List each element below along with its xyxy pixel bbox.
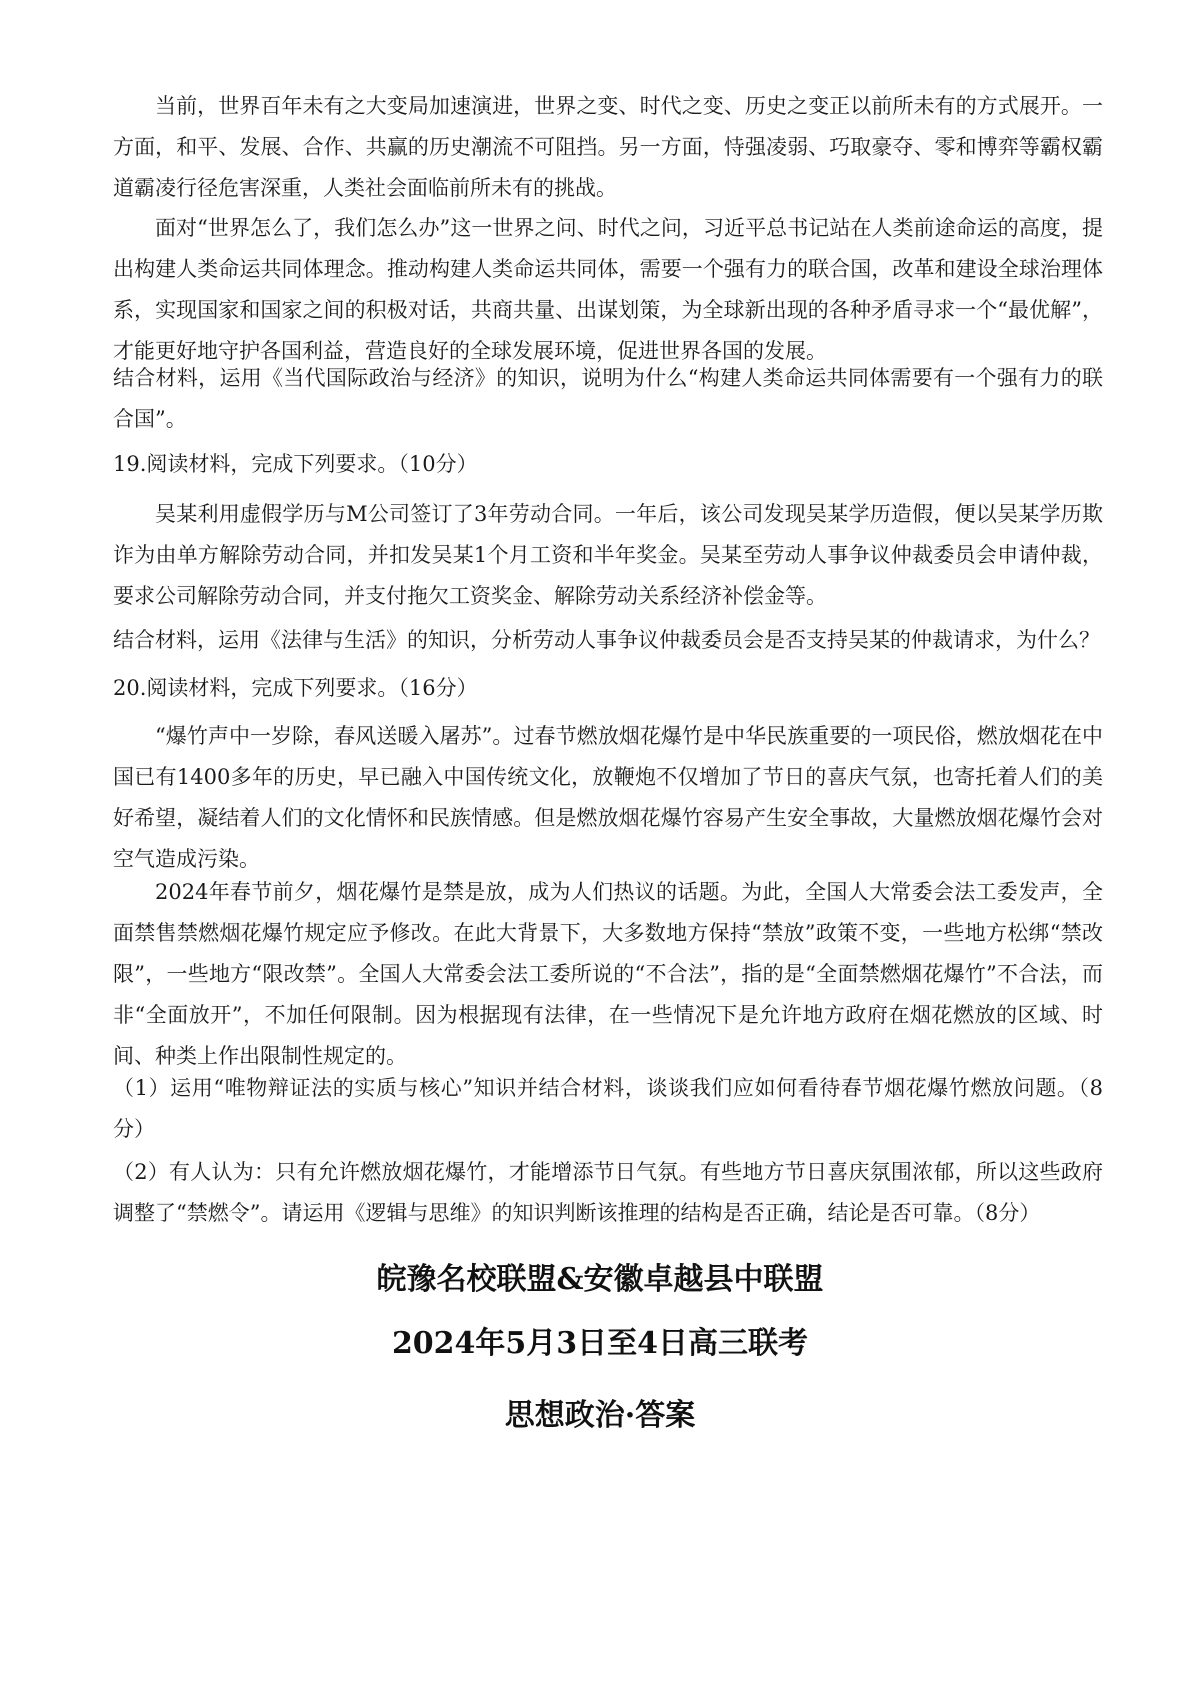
intro-question: 结合材料，运用《当代国际政治与经济》的知识，说明为什么“构建人类命运共同体需要有一个强有力的联合国”。 <box>113 366 1103 431</box>
answer-title-exam-date: 2024年5月3日至4日高三联考 <box>391 1326 809 1361</box>
q19-question: 结合材料，运用《法律与生活》的知识，分析劳动人事争议仲裁委员会是否支持吴某的仲裁请求，为什么？ <box>113 628 1100 652</box>
q20-subquestion-1: （1）运用“唯物辩证法的实质与核心”知识并结合材料，谈谈我们应如何看待春节烟花爆竹燃放问题。（8分） <box>113 1076 1103 1141</box>
answer-title-subject: 思想政治·答案 <box>504 1398 696 1433</box>
answer-title-alliance: 皖豫名校联盟&安徽卓越县中联盟 <box>376 1262 824 1297</box>
intro-paragraph-2: 面对“世界怎么了，我们怎么办”这一世界之问、时代之问，习近平总书记站在人类前途命运的高度，提出构建人类命运共同体理念。推动构建人类命运共同体，需要一个强有力的联合国，改革和建设全球治理体系，实现国家和国家之间的积极对话，共商共量、出谋划策，为全球新出现的各种矛盾寻求一个“最优解”，才能更好地守护各国利益，营造良好的全球发展环境，促进世界各国的发展。 <box>113 216 1103 363</box>
q19-heading: 19.阅读材料，完成下列要求。（10分） <box>113 452 478 476</box>
intro-paragraph-1: 当前，世界百年未有之大变局加速演进，世界之变、时代之变、历史之变正以前所未有的方式展开。一方面，和平、发展、合作、共赢的历史潮流不可阻挡。另一方面，恃强凌弱、巧取豪夺、零和博弈等霸权霸道霸凌行径危害深重，人类社会面临前所未有的挑战。 <box>113 94 1103 200</box>
q20-subquestion-2: （2）有人认为：只有允许燃放烟花爆竹，才能增添节日气氛。有些地方节日喜庆氛围浓郁，所以这些政府调整了“禁燃令”。请运用《逻辑与思维》的知识判断该推理的结构是否正确，结论是否可靠。（8分） <box>113 1160 1103 1225</box>
q19-material: 吴某利用虚假学历与M公司签订了3年劳动合同。一年后，该公司发现吴某学历造假，便以吴某学历欺诈为由单方解除劳动合同，并扣发吴某1个月工资和半年奖金。吴某至劳动人事争议仲裁委员会申请仲裁，要求公司解除劳动合同，并支付拖欠工资奖金、解除劳动关系经济补偿金等。 <box>113 502 1103 608</box>
q20-material-1: “爆竹声中一岁除，春风送暖入屠苏”。过春节燃放烟花爆竹是中华民族重要的一项民俗，燃放烟花在中国已有1400多年的历史，早已融入中国传统文化，放鞭炮不仅增加了节日的喜庆气氛，也寄托着人们的美好希望，凝结着人们的文化情怀和民族情感。但是燃放烟花爆竹容易产生安全事故，大量燃放烟花爆竹会对空气造成污染。 <box>113 724 1103 871</box>
q20-heading: 20.阅读材料，完成下列要求。（16分） <box>113 676 478 700</box>
q20-material-2: 2024年春节前夕，烟花爆竹是禁是放，成为人们热议的话题。为此，全国人大常委会法工委发声，全面禁售禁燃烟花爆竹规定应予修改。在此大背景下，大多数地方保持“禁放”政策不变，一些地方松绑“禁改限”，一些地方“限改禁”。全国人大常委会法工委所说的“不合法”，指的是“全面禁燃烟花爆竹”不合法，而非“全面放开”，不加任何限制。因为根据现有法律，在一些情况下是允许地方政府在烟花燃放的区域、时间、种类上作出限制性规定的。 <box>113 880 1103 1068</box>
